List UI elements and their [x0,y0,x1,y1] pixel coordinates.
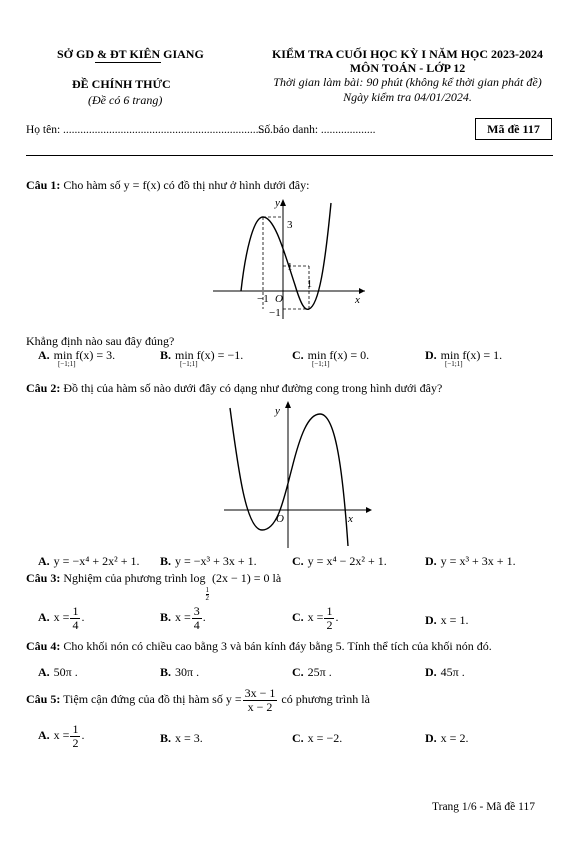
question-4-text: Cho khối nón có chiều cao bằng 3 và bán kính đáy bằng 5. Tính thể tích của khối nón đó. [63,639,492,653]
q5-option-d[interactable] [425,731,468,746]
question-3-log-base [206,587,210,602]
q4-option-a-label: A. [38,665,50,679]
q5-option-b-label: B. [160,731,172,745]
q3-option-b-label: B. [160,609,172,624]
question-3-log-base-den: 2 [205,594,210,602]
q3-option-a-label: A. [38,609,50,624]
q5-option-b-text: x = 3. [175,731,203,745]
question-1-label: Câu 1: [26,178,61,192]
question-5-text-before: Tiệm cận đứng của đồ thị hàm số [63,691,223,706]
q1-option-c[interactable] [292,348,369,368]
q1-option-a-text: min f(x) = 3. [53,348,116,362]
q3-option-d-text: x = 1. [440,613,469,627]
graph1-x-label: x [355,294,360,306]
graph1-tick-1-x: 1 [307,279,312,290]
q3-option-b-pre: x = [175,609,191,624]
q3-option-a-num: 1 [72,604,79,618]
q3-option-a[interactable] [38,605,84,631]
q4-option-a-text: 50π . [53,665,78,679]
student-id-label: Số báo danh: ................... [258,124,376,136]
official-label: ĐỀ CHÍNH THỨC [72,77,171,91]
q5-option-c[interactable] [292,731,342,746]
q5-option-a-den: 2 [72,735,79,750]
q1-option-b-label: B. [160,348,172,362]
q3-option-c-pre: x = [307,609,324,624]
pages-note: (Đề có 6 trang) [88,93,163,107]
q4-option-d-text: 45π . [440,665,465,679]
graph2-x-label: x [348,513,353,525]
q5-option-a-post: . [81,727,85,742]
q2-option-d-text: y = x³ + 3x + 1. [440,554,516,568]
question-3-log: log [190,571,206,585]
q4-option-b-text: 30π . [175,665,200,679]
question-3 [26,571,281,602]
q1-option-d-sub: [−1;1] [445,360,463,368]
q5-option-c-text: x = −2. [307,731,343,745]
question-5-fn-den: x − 2 [247,699,273,714]
page-footer: Trang 1/6 - Mã đề 117 [432,801,535,813]
q1-option-c-label: C. [292,348,304,362]
date-note: Ngày kiểm tra 04/01/2024. [343,90,472,104]
q3-option-a-fraction [70,605,80,631]
name-field-label: Họ tên: .......................................................................... [26,124,276,136]
q1-option-a-label: A. [38,348,50,362]
q3-option-d-label: D. [425,613,437,627]
q3-option-b-post: . [202,609,206,624]
q3-option-b-num: 3 [193,604,200,618]
q4-option-b-label: B. [160,665,172,679]
subject-title: MÔN TOÁN - LỚP 12 [349,61,466,75]
question-5-fraction [243,687,278,713]
question-3-text-after: (2x − 1) = 0 là [212,571,282,585]
graph1-origin: O [275,293,283,305]
q4-option-c-text: 25π . [307,665,332,679]
question-5-fn-pre: y = [225,691,242,706]
q5-option-d-text: x = 2. [440,731,469,745]
question-5-text-after: có phương trình là [281,691,370,706]
question-1-graph [205,195,370,325]
question-1-text: Cho hàm số y = f(x) có đồ thị như ở hình dưới đây: [63,178,310,192]
q3-option-b-fraction [192,605,202,631]
question-2 [26,381,442,396]
q5-option-a[interactable] [38,723,84,749]
header-divider [26,155,553,156]
question-3-log-base-num: 1 [205,586,210,594]
q5-option-b[interactable] [160,731,203,746]
question-1 [26,178,309,193]
q1-option-a[interactable] [38,348,115,368]
q2-option-c-text: y = x⁴ − 2x² + 1. [307,554,387,568]
q2-option-b-text: y = −x³ + 3x + 1. [175,554,257,568]
q1-option-b-text: min f(x) = −1. [175,348,244,362]
question-3-text-before: Nghiệm của phương trình [63,571,188,585]
q4-option-d[interactable] [425,665,465,680]
q1-option-d-label: D. [425,348,437,362]
q3-option-a-den: 4 [72,617,79,632]
graph2-y-label: y [275,405,280,417]
q3-option-c[interactable] [292,605,338,631]
q2-option-a[interactable] [38,554,140,569]
graph1-tick-neg1-y: −1 [269,307,281,319]
q4-option-d-label: D. [425,665,437,679]
question-2-graph [220,398,380,550]
graph2-origin: O [276,513,284,525]
q1-option-b-sub: [−1;1] [180,360,198,368]
q3-option-a-pre: x = [53,609,70,624]
graph1-tick-1: 1 [287,261,293,273]
q3-option-c-den: 2 [326,617,333,632]
graph1-tick-3: 3 [287,219,293,231]
q5-option-a-num: 1 [72,722,79,736]
q1-option-c-text: min f(x) = 0. [307,348,370,362]
q5-option-a-pre: x = [53,727,70,742]
q4-option-b[interactable] [160,665,199,680]
q2-option-a-label: A. [38,554,50,568]
q3-option-b-den: 4 [193,617,200,632]
q3-option-a-post: . [81,609,85,624]
q2-option-b-label: B. [160,554,172,568]
time-note: Thời gian làm bài: 90 phút (không kể thời gian phát đề) [273,75,542,89]
question-4-label: Câu 4: [26,639,61,653]
q5-option-a-fraction [70,723,80,749]
q2-option-c-label: C. [292,554,304,568]
exam-title: KIỂM TRA CUỐI HỌC KỲ I NĂM HỌC 2023-2024 [271,47,544,61]
question-3-label: Câu 3: [26,571,61,585]
q3-option-c-fraction [324,605,334,631]
q4-option-c[interactable] [292,665,332,680]
question-5-label: Câu 5: [26,691,61,706]
question-5 [26,687,370,713]
q3-option-b[interactable] [160,605,206,631]
q2-option-c[interactable] [292,554,387,569]
q4-option-c-label: C. [292,665,304,679]
q1-option-c-sub: [−1;1] [312,360,330,368]
department-name: SỞ GD & ĐT KIÊN GIANG [57,47,204,61]
graph1-y-label: y [275,197,280,209]
q5-option-a-label: A. [38,727,50,742]
q3-option-c-label: C. [292,609,304,624]
q2-option-b[interactable] [160,554,257,569]
q1-option-a-sub: [−1;1] [58,360,76,368]
question-1-prompt: Khẳng định nào sau đây đúng? [26,334,175,348]
q1-option-d-text: min f(x) = 1. [440,348,503,362]
q2-option-a-text: y = −x⁴ + 2x² + 1. [53,554,140,568]
q2-option-d-label: D. [425,554,437,568]
q3-option-c-num: 1 [326,604,333,618]
q1-option-d[interactable] [425,348,502,368]
question-5-fn-num: 3x − 1 [244,686,276,700]
q1-option-b[interactable] [160,348,243,368]
exam-code-box: Mã đề 117 [475,118,552,140]
question-2-text: Đồ thị của hàm số nào dưới đây có dạng như đường cong trong hình dưới đây? [63,381,443,395]
q2-option-d[interactable] [425,554,516,569]
q3-option-d[interactable] [425,613,468,628]
graph1-tick-neg1-x: −1 [257,293,269,305]
q3-option-c-post: . [335,609,339,624]
question-4 [26,639,492,654]
q4-option-a[interactable] [38,665,78,680]
q5-option-c-label: C. [292,731,304,745]
q5-option-d-label: D. [425,731,437,745]
question-2-label: Câu 2: [26,381,61,395]
